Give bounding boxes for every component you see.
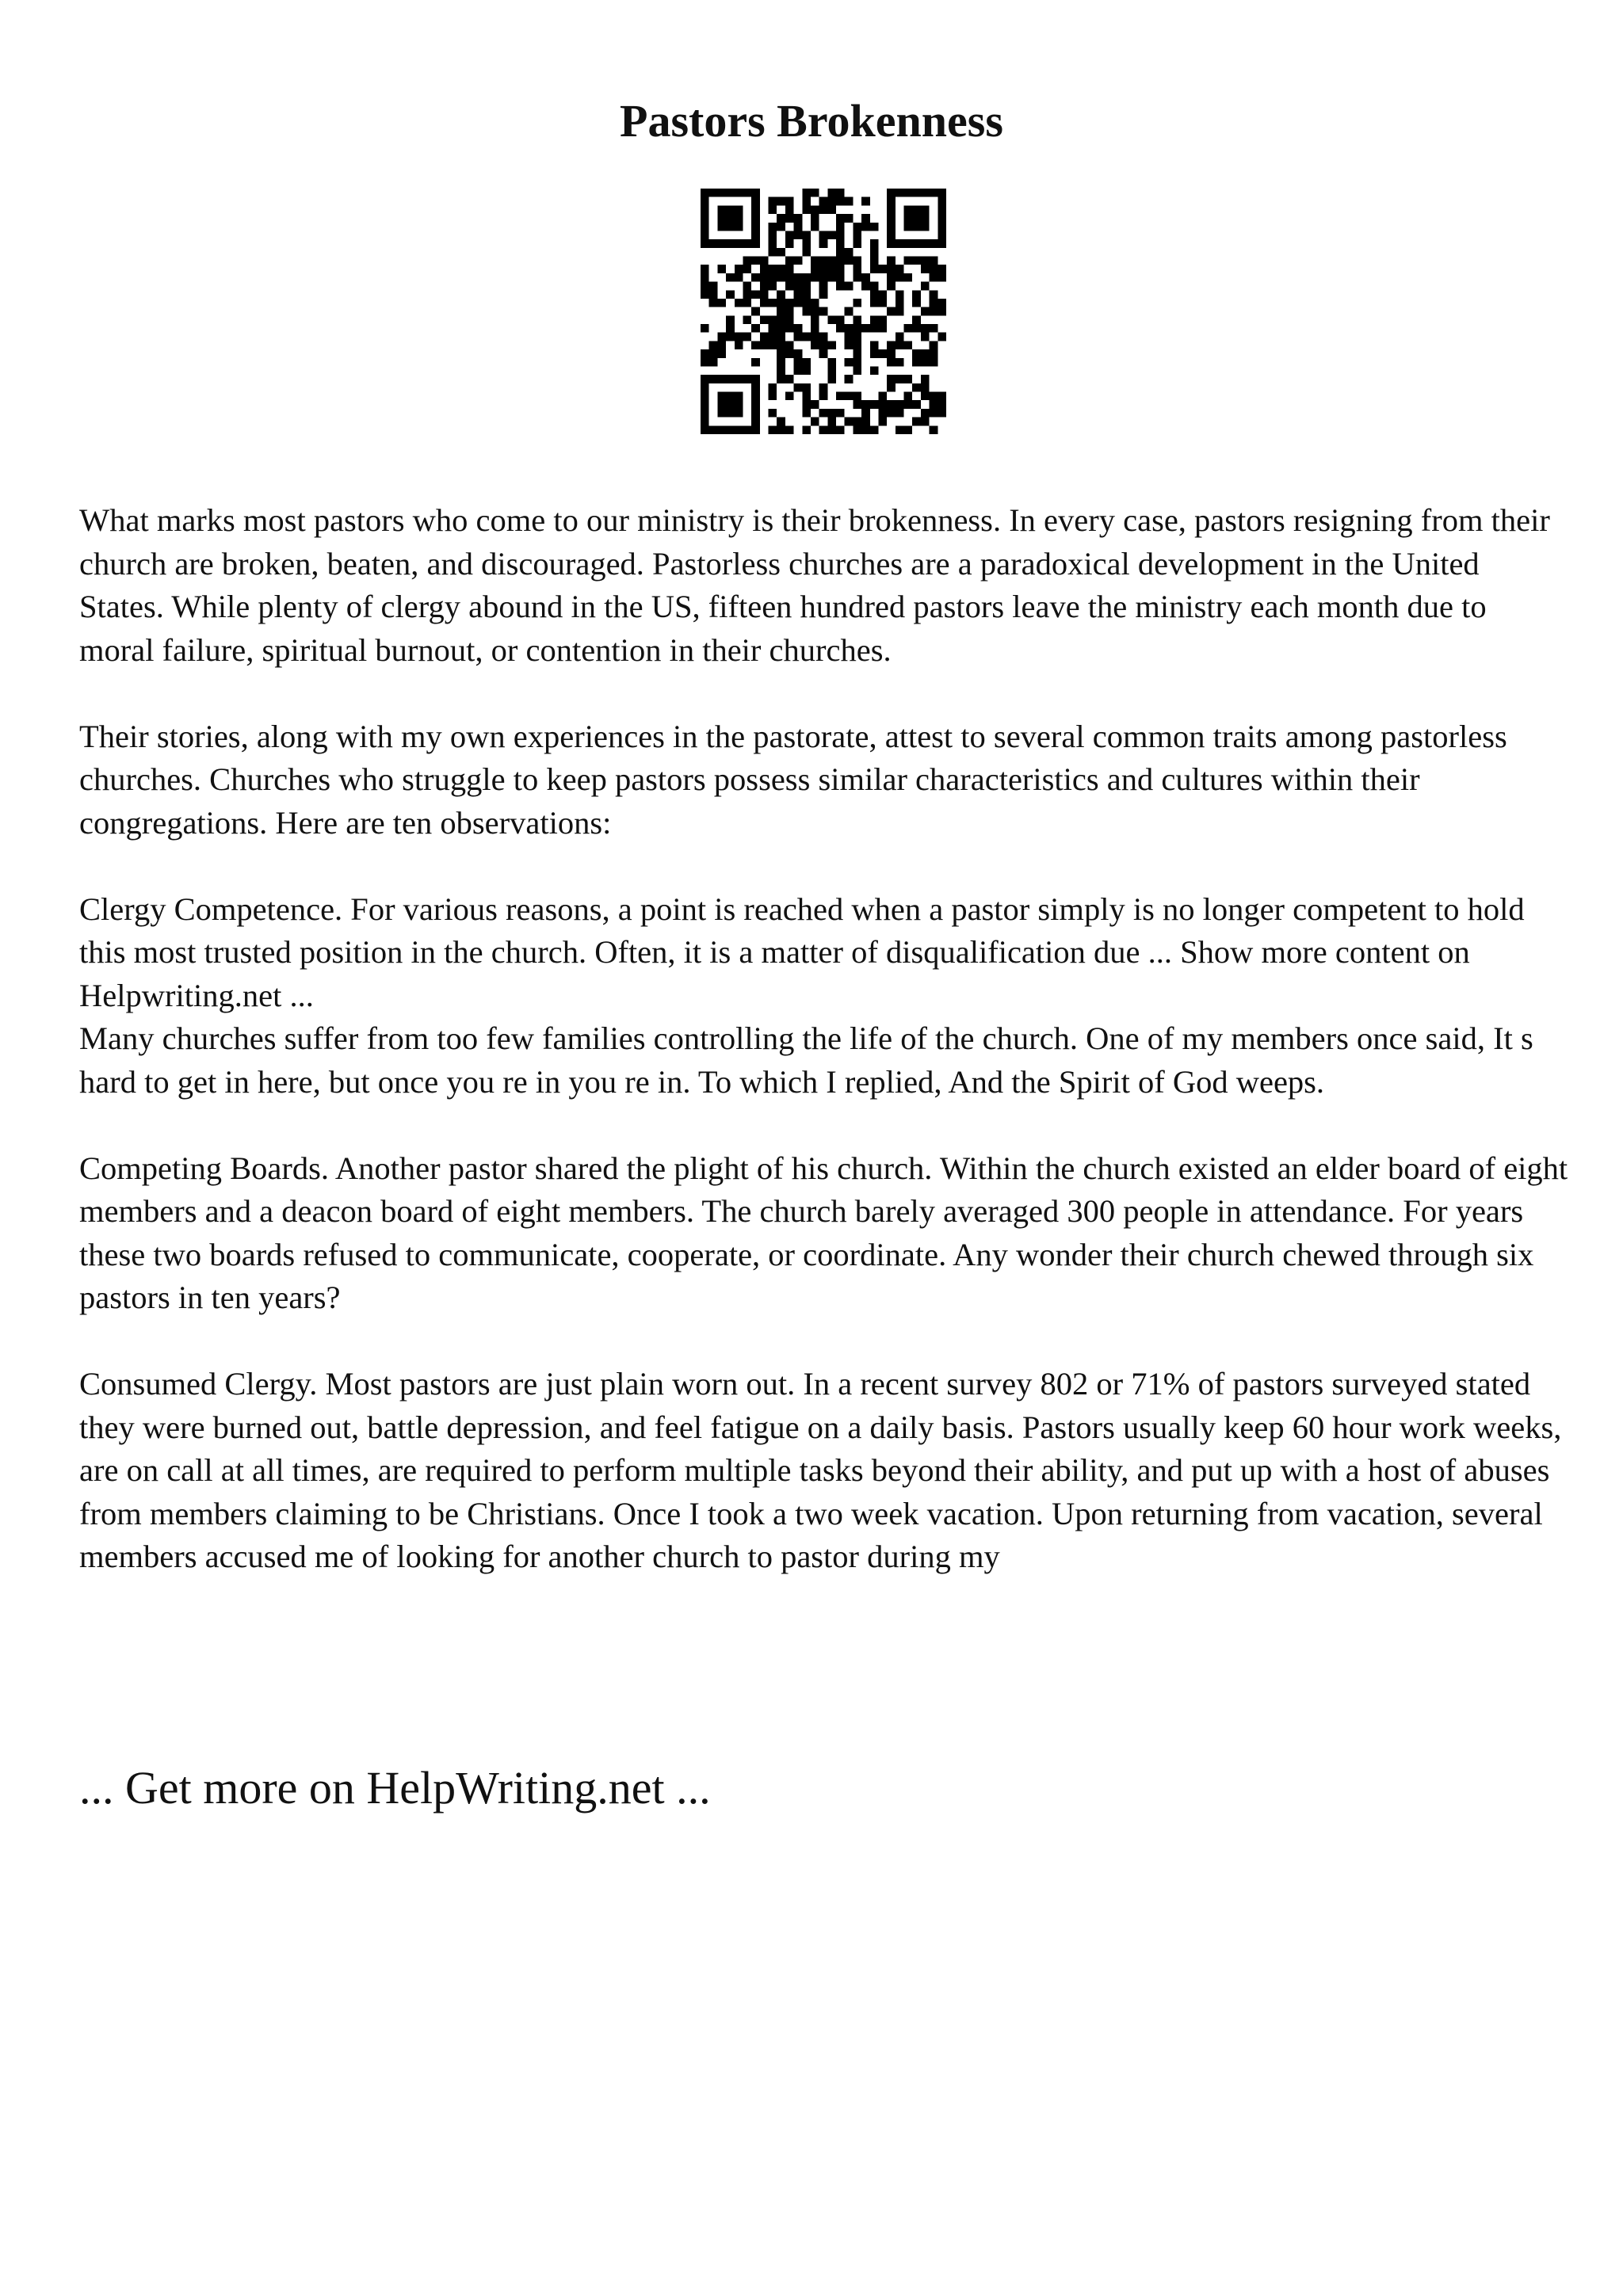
document-body xyxy=(79,499,1569,1622)
paragraph-intro: What marks most pastors who come to our ministry is their brokenness. In every case, pastors resigning from their church are broken, beaten, and discouraged. Pastorless churches are a paradoxical development in the United States. While plenty of clergy abound in the US, fifteen hundred pastors leave the ministry each month due to moral failure, spiritual burnout, or contention in their churches. xyxy=(79,502,1550,668)
paragraph-consumed-clergy: Consumed Clergy. Most pastors are just plain worn out. In a recent survey 802 or 71% of pastors surveyed stated they were burned out, battle depression, and feel fatigue on a daily basis. Pastors usually keep 60 hour work weeks, are on call at all times, are required to perform multiple tasks beyond their ability, and put up with a host of abuses from members claiming to be Christians. Once I took a two week vacation. Upon returning from vacation, several members accused me of looking for another church to pastor during my xyxy=(79,1366,1562,1574)
paragraph-families: Many churches suffer from too few families controlling the life of the church. One of my members once said, It s hard to get in here, but once you re in you re in. To which I replied, And the Spirit of God weeps. xyxy=(79,1020,1533,1100)
paragraph-clergy-competence: Clergy Competence. For various reasons, a point is reached when a pastor simply is no longer competent to hold this most trusted position in the church. Often, it is a matter of disqualification due ... Show more content on Helpwriting.net ... xyxy=(79,891,1525,1013)
paragraph-competing-boards: Competing Boards. Another pastor shared the plight of his church. Within the church existed an elder board of eight members and a deacon board of eight members. The church barely averaged 300 people in attendance. For years these two boards refused to communicate, cooperate, or coordinate. Any wonder their church chewed through six pastors in ten years? xyxy=(79,1150,1568,1315)
qr-code-icon xyxy=(701,189,946,434)
paragraph-observations: Their stories, along with my own experiences in the pastorate, attest to several common traits among pastorless churches. Churches who struggle to keep pastors possess similar characteristics and cultures within their congregations. Here are ten observations: xyxy=(79,718,1507,841)
get-more-link[interactable]: ... Get more on HelpWriting.net ... xyxy=(79,1762,711,1814)
document-title: Pastors Brokenness xyxy=(620,95,1003,147)
